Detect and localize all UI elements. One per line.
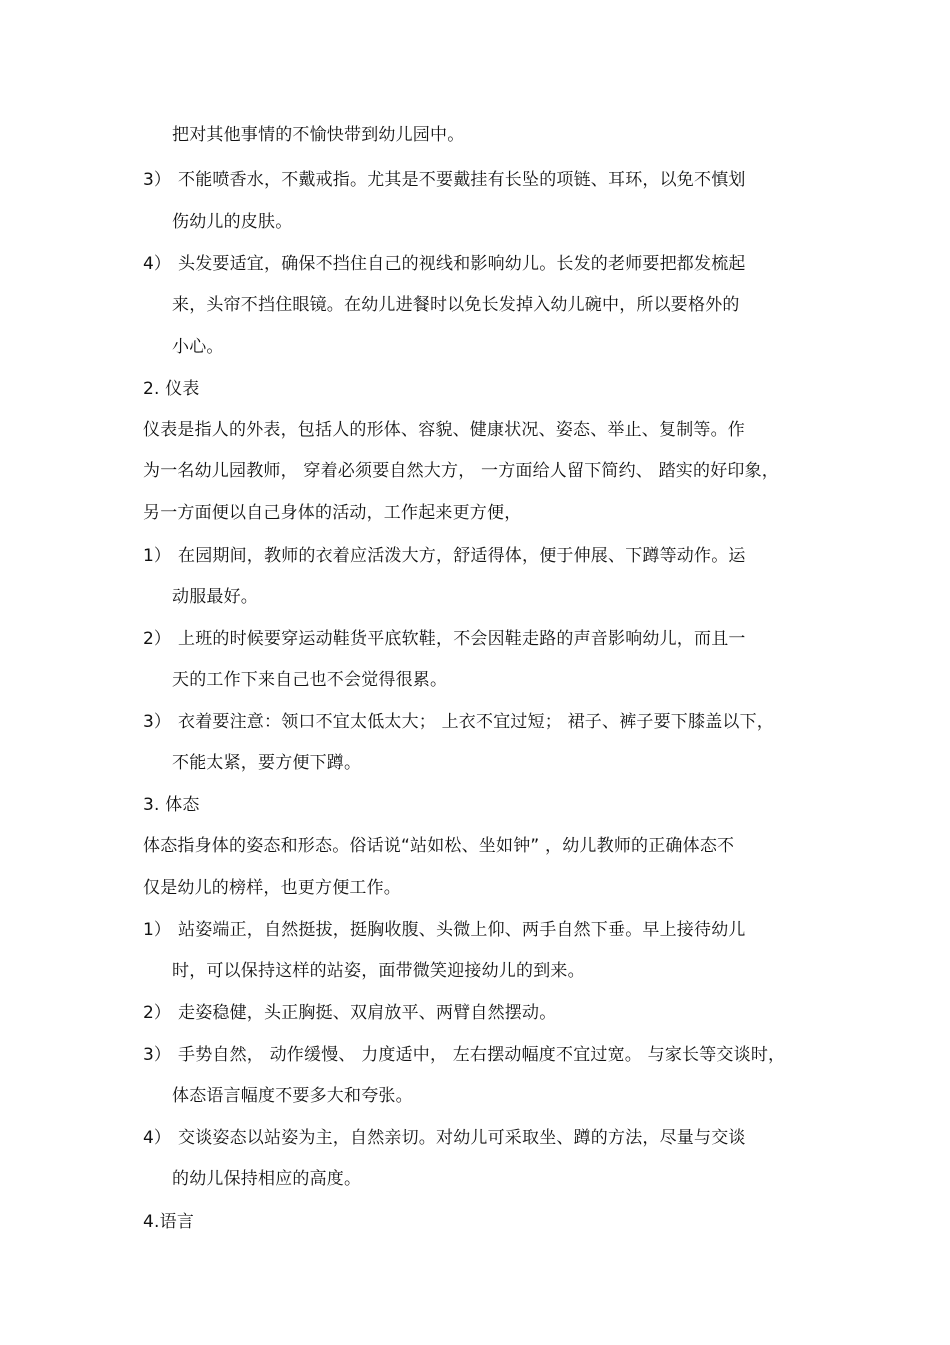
list-item-text: 头发要适宜，确保不挡住自己的视线和影响幼儿。长发的老师要把都发梳起 (178, 254, 746, 274)
section-heading: 3. 体态 (143, 795, 200, 815)
list-item-text: 走姿稳健，头正胸挺、双肩放平、两臂自然摆动。 (178, 1003, 557, 1023)
paragraph-line: 仅是幼儿的榜样，也更方便工作。 (143, 878, 401, 898)
list-number: 4） (143, 254, 171, 274)
list-item-text: 站姿端正，自然挺拔，挺胸收腹、头微上仰、两手自然下垂。早上接待幼儿 (178, 920, 746, 940)
text-line: 小心。 (172, 337, 224, 357)
list-number: 2） (143, 629, 171, 649)
list-item-text: 交谈姿态以站姿为主，自然亲切。对幼儿可采取坐、蹲的方法，尽量与交谈 (178, 1128, 746, 1148)
paragraph-line: 另一方面便以自己身体的活动，工作起来更方便， (143, 503, 522, 523)
list-number: 4） (143, 1128, 171, 1148)
text-line: 时，可以保持这样的站姿，面带微笑迎接幼儿的到来。 (172, 961, 585, 981)
list-item-text: 手势自然， 动作缓慢、 力度适中， 左右摆动幅度不宜过宽。 与家长等交谈时， (178, 1045, 786, 1065)
text-line: 把对其他事情的不愉快带到幼儿园中。 (172, 125, 465, 145)
text-line: 动服最好。 (172, 587, 258, 607)
text-line: 的幼儿保持相应的高度。 (172, 1169, 362, 1189)
list-item-text: 不能喷香水，不戴戒指。尤其是不要戴挂有长坠的项链、耳环，以免不慎划 (178, 170, 746, 190)
list-number: 1） (143, 546, 171, 566)
list-number: 1） (143, 920, 171, 940)
list-number: 3） (143, 712, 171, 732)
list-number: 2） (143, 1003, 171, 1023)
text-line: 来，头帘不挡住眼镜。在幼儿进餐时以免长发掉入幼儿碗中，所以要格外的 (172, 295, 740, 315)
text-line: 天的工作下来自己也不会觉得很累。 (172, 670, 448, 690)
paragraph-line: 体态指身体的姿态和形态。俗话说“站如松、坐如钟” ，幼儿教师的正确体态不 (143, 836, 735, 856)
text-line: 伤幼儿的皮肤。 (172, 212, 293, 232)
list-item-text: 衣着要注意：领口不宜太低太大； 上衣不宜过短； 裙子、裤子要下膝盖以下， (178, 712, 775, 732)
paragraph-line: 仪表是指人的外表，包括人的形体、容貌、健康状况、姿态、举止、复制等。作 (143, 420, 745, 440)
text-line: 体态语言幅度不要多大和夸张。 (172, 1086, 413, 1106)
list-item-text: 上班的时候要穿运动鞋货平底软鞋，不会因鞋走路的声音影响幼儿，而且一 (178, 629, 746, 649)
section-heading: 2. 仪表 (143, 379, 200, 399)
text-line: 不能太紧，要方便下蹲。 (172, 753, 362, 773)
list-number: 3） (143, 170, 171, 190)
paragraph-line: 为一名幼儿园教师， 穿着必须要自然大方， 一方面给人留下简约、 踏实的好印象， (143, 461, 780, 481)
list-number: 3） (143, 1045, 171, 1065)
section-heading: 4.语言 (143, 1212, 195, 1232)
list-item-text: 在园期间，教师的衣着应活泼大方，舒适得体，便于伸展、下蹲等动作。运 (178, 546, 746, 566)
